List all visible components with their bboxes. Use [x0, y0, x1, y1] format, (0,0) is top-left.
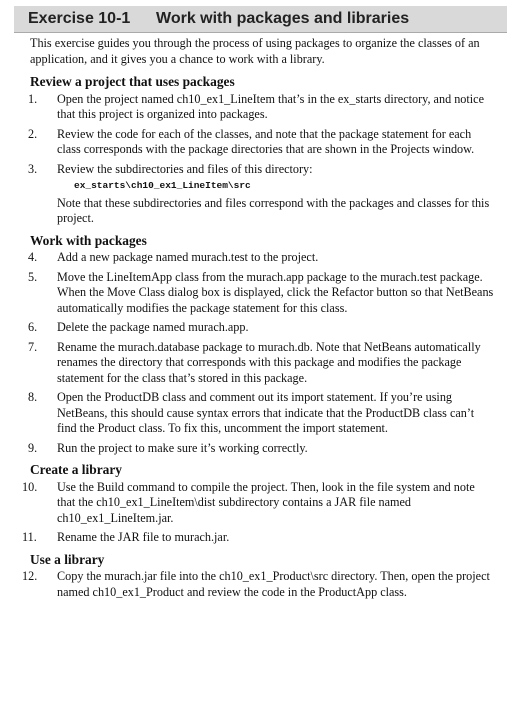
section-heading: Create a library — [30, 462, 122, 477]
step-item — [22, 479, 495, 527]
step-text: Rename the JAR file to murach.jar. — [57, 530, 230, 544]
step-text: Open the ProductDB class and comment out its import statement. If you’re using NetBeans, this should cause syntax errors that indicate that the ProductDB class can’t find the Product class. To fix this, uncomment the import statement. — [57, 390, 475, 435]
step-note: Note that these subdirectories and files correspond with the packages and classes for this project. — [57, 195, 490, 225]
step-number: 11. — [22, 530, 37, 544]
directory-path-code: ex_starts\ch10_ex1_LineItem\src — [74, 180, 251, 191]
step-number: 10. — [22, 479, 38, 494]
step-item — [30, 162, 495, 227]
step-text: Review the code for each of the classes, and note that the package statement for each class corresponds with the package directories that are shown in the Projects window. — [57, 126, 475, 156]
step-number: 9. — [28, 440, 38, 455]
section-create-library — [22, 462, 495, 546]
step-list — [22, 479, 495, 546]
intro-paragraph: This exercise guides you through the process of using packages to organize the classes of an application, and it gives you a chance to work with a library. — [30, 36, 480, 66]
step-text: Move the LineItemApp class from the murach.app package to the murach.test package. When the Move Class dialog box is displayed, click the Refactor button so that NetBeans automatically modifies the package statement for this class. — [57, 269, 494, 315]
section-work-with-packages — [30, 233, 495, 457]
step-text: Review the subdirectories and files of this directory: — [57, 161, 313, 176]
step-item — [30, 340, 495, 387]
section-heading: Review a project that uses packages — [30, 74, 235, 89]
step-item — [30, 250, 495, 266]
step-text: Use the Build command to compile the project. Then, look in the file system and note that the ch10_ex1_LineItem\dist subdirectory contains a JAR file named ch10_ex1_LineItem.jar. — [57, 479, 475, 525]
step-list — [30, 250, 495, 456]
exercise-content — [22, 36, 495, 604]
exercise-title: Work with packages and libraries — [156, 10, 410, 27]
exercise-number: Exercise 10-1 — [28, 10, 131, 27]
step-item — [30, 92, 495, 123]
section-heading: Use a library — [30, 551, 105, 567]
step-number: 3. — [28, 161, 38, 176]
section-review — [30, 74, 495, 227]
step-item — [22, 530, 495, 546]
step-text: Rename the murach.database package to murach.db. Note that NetBeans automatically renames the directory that corresponds with this package and modifies the package statement for the class that’s stored in this package. — [57, 339, 481, 385]
step-text: Run the project to make sure it’s working correctly. — [57, 440, 308, 455]
step-list — [30, 92, 495, 227]
step-number: 6. — [28, 320, 38, 334]
step-item — [30, 320, 495, 336]
step-text: Open the project named ch10_ex1_LineItem that’s in the ex_starts directory, and notice that this project is organized into packages. — [57, 91, 484, 121]
step-text: Copy the murach.jar file into the ch10_ex1_Product\src directory. Then, open the project named ch10_ex1_Product and review the code in the ProductApp class. — [57, 569, 490, 599]
step-number: 7. — [28, 339, 38, 354]
step-number: 1. — [28, 91, 38, 106]
step-item — [30, 390, 495, 437]
step-number: 4. — [28, 250, 38, 264]
step-item — [30, 127, 495, 158]
step-item — [30, 270, 495, 317]
step-list — [22, 569, 495, 600]
section-heading: Work with packages — [30, 232, 147, 248]
step-text: Add a new package named murach.test to the project. — [57, 250, 319, 264]
step-item — [22, 569, 495, 600]
step-number: 8. — [28, 390, 38, 404]
step-number: 2. — [28, 126, 38, 141]
step-text: Delete the package named murach.app. — [57, 320, 249, 334]
step-item — [30, 441, 495, 457]
exercise-header — [14, 6, 507, 33]
section-use-library — [22, 551, 495, 601]
step-number: 5. — [28, 269, 38, 284]
step-number: 12. — [22, 569, 38, 583]
